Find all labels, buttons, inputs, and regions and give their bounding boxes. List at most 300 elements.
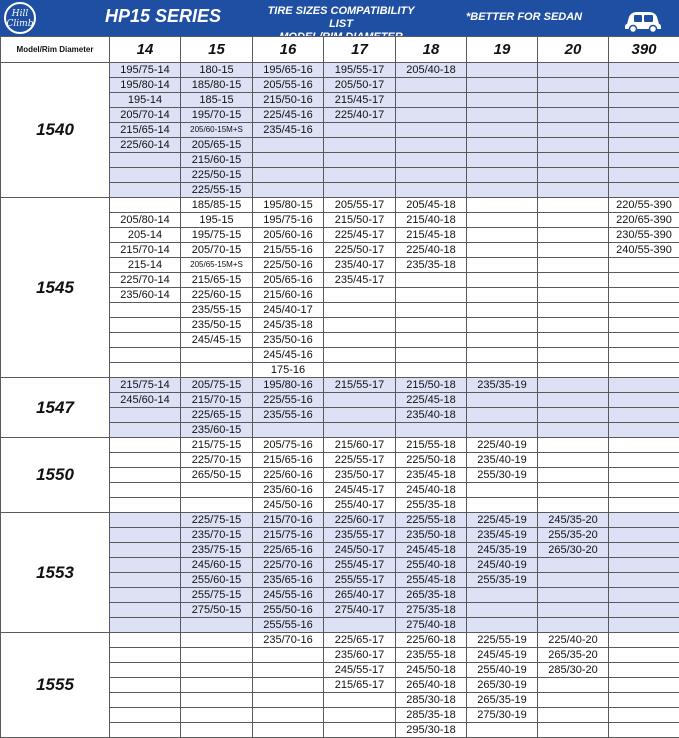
tire-size-cell: 255/35-20 (538, 528, 609, 543)
tire-size-cell: 255/35-18 (396, 498, 467, 513)
tire-size-cell (538, 198, 609, 213)
tire-size-cell: 215/50-17 (324, 213, 396, 228)
series-title: HP15 SERIES (105, 6, 221, 27)
tire-size-cell: 235/55-15 (181, 303, 253, 318)
tire-size-cell (467, 228, 538, 243)
tire-size-cell (396, 288, 467, 303)
tire-size-cell: 220/65-390 (609, 213, 679, 228)
tire-size-cell (538, 498, 609, 513)
sedan-note: *BETTER FOR SEDAN (466, 11, 582, 23)
tire-size-cell: 225/55-19 (467, 633, 538, 648)
tire-size-cell (396, 303, 467, 318)
tire-size-cell (538, 693, 609, 708)
tire-size-cell: 205/65-15M+S (181, 258, 253, 273)
diameter-header: 390 (609, 37, 679, 63)
tire-size-cell: 225/70-14 (110, 273, 181, 288)
tire-size-cell (181, 363, 253, 378)
tire-size-cell: 285/35-18 (396, 708, 467, 723)
tire-size-cell (467, 168, 538, 183)
tire-size-cell: 255/40-18 (396, 558, 467, 573)
tire-size-cell: 245/60-14 (110, 393, 181, 408)
tire-size-cell: 215/60-15 (181, 153, 253, 168)
tire-size-cell (538, 558, 609, 573)
tire-size-cell: 225/50-17 (324, 243, 396, 258)
tire-size-cell (467, 348, 538, 363)
tire-size-cell (110, 153, 181, 168)
tire-size-cell: 235/60-16 (253, 483, 324, 498)
tire-size-cell: 245/50-18 (396, 663, 467, 678)
tire-size-cell (324, 363, 396, 378)
tire-size-cell (538, 678, 609, 693)
tire-size-cell: 215/75-16 (253, 528, 324, 543)
tire-size-cell (467, 303, 538, 318)
diameter-header: 17 (324, 37, 396, 63)
tire-size-cell: 225/55-15 (181, 183, 253, 198)
tire-size-cell (609, 588, 679, 603)
tire-size-cell (609, 138, 679, 153)
tire-size-cell: 235/70-16 (253, 633, 324, 648)
tire-size-cell (110, 543, 181, 558)
list-title-line-1: TIRE SIZES COMPATIBILITY LIST (258, 5, 424, 31)
tire-size-cell (609, 678, 679, 693)
tire-size-cell: 225/50-18 (396, 453, 467, 468)
tire-size-cell (110, 513, 181, 528)
tire-size-cell (253, 648, 324, 663)
tire-size-cell: 225/50-16 (253, 258, 324, 273)
tire-size-cell: 205/50-17 (324, 78, 396, 93)
tire-size-cell (324, 153, 396, 168)
model-cell: 1547 (1, 378, 110, 438)
tire-size-cell: 235/50-18 (396, 528, 467, 543)
tire-size-cell (181, 723, 253, 738)
tire-size-cell: 245/45-17 (324, 483, 396, 498)
table-row (1, 378, 679, 393)
tire-size-cell: 245/35-19 (467, 543, 538, 558)
tire-size-cell (609, 303, 679, 318)
tire-size-cell (538, 333, 609, 348)
tire-size-cell (467, 423, 538, 438)
tire-size-cell (110, 633, 181, 648)
tire-size-cell (324, 303, 396, 318)
tire-size-cell: 195/75-16 (253, 213, 324, 228)
tire-size-cell (467, 588, 538, 603)
tire-size-cell: 265/35-20 (538, 648, 609, 663)
tire-size-cell: 275/35-18 (396, 603, 467, 618)
tire-size-cell: 225/60-18 (396, 633, 467, 648)
tire-size-cell: 195/55-17 (324, 63, 396, 78)
tire-size-cell (609, 123, 679, 138)
tire-size-cell: 245/60-15 (181, 558, 253, 573)
tire-size-cell: 225/45-18 (396, 393, 467, 408)
tire-size-cell (467, 723, 538, 738)
tire-size-cell: 185/85-15 (181, 198, 253, 213)
tire-size-cell (324, 123, 396, 138)
tire-size-cell (110, 498, 181, 513)
tire-size-cell: 235/35-18 (396, 258, 467, 273)
tire-size-cell (324, 168, 396, 183)
tire-size-cell (467, 78, 538, 93)
tire-size-cell (110, 483, 181, 498)
tire-size-cell (609, 363, 679, 378)
tire-size-cell (609, 258, 679, 273)
tire-size-cell: 255/55-16 (253, 618, 324, 633)
tire-size-cell (396, 273, 467, 288)
tire-size-cell (396, 183, 467, 198)
tire-size-cell: 275/30-19 (467, 708, 538, 723)
tire-size-cell: 220/55-390 (609, 198, 679, 213)
tire-size-cell: 215/70-15 (181, 393, 253, 408)
tire-size-cell (609, 153, 679, 168)
tire-size-cell (110, 198, 181, 213)
tire-size-cell: 265/30-19 (467, 678, 538, 693)
tire-size-cell (609, 633, 679, 648)
tire-size-cell: 225/45-16 (253, 108, 324, 123)
tire-size-cell (181, 708, 253, 723)
tire-size-cell (181, 618, 253, 633)
tire-size-cell: 195-15 (181, 213, 253, 228)
list-title-line-2: MODEL/RIM DIAMETER (258, 31, 424, 44)
tire-size-cell: 235/45-19 (467, 528, 538, 543)
tire-size-cell: 285/30-20 (538, 663, 609, 678)
tire-size-cell: 265/30-20 (538, 543, 609, 558)
table-row (1, 438, 679, 453)
sedan-column-header (607, 0, 679, 36)
tire-size-cell (538, 363, 609, 378)
tire-size-cell (467, 603, 538, 618)
tire-size-cell: 225/60-15 (181, 288, 253, 303)
tire-size-cell: 245/45-19 (467, 648, 538, 663)
tire-size-cell: 205/80-14 (110, 213, 181, 228)
tire-size-cell (110, 693, 181, 708)
tire-size-cell: 255/45-17 (324, 558, 396, 573)
tire-size-cell (253, 423, 324, 438)
tire-size-cell: 245/45-15 (181, 333, 253, 348)
tire-size-cell: 215/70-14 (110, 243, 181, 258)
tire-size-cell (538, 153, 609, 168)
tire-size-cell (609, 273, 679, 288)
tire-size-cell (467, 63, 538, 78)
tire-size-cell: 235/70-15 (181, 528, 253, 543)
tire-size-cell (609, 528, 679, 543)
tire-size-cell (324, 408, 396, 423)
diameter-header: 18 (396, 37, 467, 63)
tire-size-cell: 265/40-18 (396, 678, 467, 693)
tire-size-cell (396, 318, 467, 333)
tire-size-cell (110, 408, 181, 423)
tire-size-cell (609, 468, 679, 483)
tire-size-cell (609, 378, 679, 393)
tire-size-cell (253, 663, 324, 678)
tire-size-cell (396, 168, 467, 183)
tire-size-cell (538, 723, 609, 738)
tire-size-cell (538, 183, 609, 198)
tire-size-cell (609, 693, 679, 708)
tire-size-cell: 255/30-19 (467, 468, 538, 483)
tire-size-cell (110, 348, 181, 363)
tire-size-cell (110, 423, 181, 438)
tire-size-cell (110, 648, 181, 663)
tire-size-cell (467, 273, 538, 288)
tire-size-cell (538, 483, 609, 498)
tire-size-cell (110, 573, 181, 588)
tire-size-cell (609, 438, 679, 453)
tire-size-cell (110, 318, 181, 333)
tire-size-cell: 255/60-15 (181, 573, 253, 588)
tire-size-cell (609, 78, 679, 93)
tire-size-cell (467, 108, 538, 123)
tire-size-cell: 195/80-14 (110, 78, 181, 93)
tire-size-cell: 195/80-16 (253, 378, 324, 393)
tire-size-cell: 235/45-17 (324, 273, 396, 288)
tire-size-cell (538, 603, 609, 618)
tire-size-cell (324, 138, 396, 153)
tire-size-cell (538, 423, 609, 438)
tire-size-cell (181, 648, 253, 663)
tire-size-cell (538, 318, 609, 333)
tire-size-cell (609, 333, 679, 348)
tire-size-cell (110, 363, 181, 378)
tire-size-cell (467, 618, 538, 633)
tire-size-cell (467, 318, 538, 333)
tire-size-cell (467, 138, 538, 153)
tire-size-cell: 245/45-16 (253, 348, 324, 363)
tire-size-cell: 235/50-17 (324, 468, 396, 483)
tire-size-cell: 245/40-17 (253, 303, 324, 318)
table-row (1, 63, 679, 78)
tire-size-cell (110, 588, 181, 603)
tire-size-cell (181, 633, 253, 648)
tire-size-cell: 245/45-18 (396, 543, 467, 558)
tire-size-cell: 255/50-16 (253, 603, 324, 618)
tire-size-cell (253, 708, 324, 723)
tire-size-cell: 185-15 (181, 93, 253, 108)
tire-size-cell (324, 708, 396, 723)
tire-size-cell: 225/60-14 (110, 138, 181, 153)
tire-size-cell: 225/65-17 (324, 633, 396, 648)
tire-size-cell (538, 348, 609, 363)
car-icon (607, 0, 679, 36)
tire-size-cell: 235/60-15 (181, 423, 253, 438)
tire-size-cell: 295/30-18 (396, 723, 467, 738)
tire-size-cell: 215/65-17 (324, 678, 396, 693)
tire-size-cell: 245/40-18 (396, 483, 467, 498)
tire-size-cell: 265/40-17 (324, 588, 396, 603)
tire-size-cell (538, 408, 609, 423)
tire-size-cell (396, 153, 467, 168)
tire-size-cell: 235/40-17 (324, 258, 396, 273)
tire-size-cell (538, 378, 609, 393)
tire-size-cell: 205/45-18 (396, 198, 467, 213)
tire-size-cell: 205/60-16 (253, 228, 324, 243)
tire-size-cell (538, 573, 609, 588)
tire-size-cell (324, 393, 396, 408)
tire-size-cell: 225/40-18 (396, 243, 467, 258)
tire-size-cell: 205-14 (110, 228, 181, 243)
tire-size-cell (110, 678, 181, 693)
tire-size-cell: 245/55-16 (253, 588, 324, 603)
tire-size-cell (609, 543, 679, 558)
header-row (1, 37, 679, 63)
tire-size-cell (110, 333, 181, 348)
tire-size-cell: 235/65-16 (253, 573, 324, 588)
tire-size-cell (538, 93, 609, 108)
tire-size-cell: 215/65-15 (181, 273, 253, 288)
diameter-header: 20 (538, 37, 609, 63)
tire-size-cell (538, 168, 609, 183)
tire-size-cell (467, 483, 538, 498)
tire-size-cell (538, 228, 609, 243)
tire-size-cell (609, 108, 679, 123)
tire-size-cell: 215/45-18 (396, 228, 467, 243)
model-cell: 1540 (1, 63, 110, 198)
tire-size-cell (396, 363, 467, 378)
tire-size-cell (467, 123, 538, 138)
tire-size-cell (181, 348, 253, 363)
tire-size-cell (396, 348, 467, 363)
tire-size-cell (609, 288, 679, 303)
tire-size-cell: 215/50-16 (253, 93, 324, 108)
tire-size-cell (110, 603, 181, 618)
corner-label: Model/Rim Diameter (1, 37, 110, 63)
tire-size-cell: 255/55-17 (324, 573, 396, 588)
tire-size-cell (110, 663, 181, 678)
tire-size-cell (609, 63, 679, 78)
tire-size-cell (324, 723, 396, 738)
tire-size-cell (467, 333, 538, 348)
tire-size-cell (467, 93, 538, 108)
diameter-header: 16 (253, 37, 324, 63)
tire-size-cell: 215/40-18 (396, 213, 467, 228)
tire-size-cell: 245/55-17 (324, 663, 396, 678)
tire-size-cell (538, 213, 609, 228)
tire-size-cell (609, 513, 679, 528)
tire-size-cell: 205/60-15M+S (181, 123, 253, 138)
tire-size-cell (538, 393, 609, 408)
tire-size-cell: 255/75-15 (181, 588, 253, 603)
tire-size-cell: 215/45-17 (324, 93, 396, 108)
tire-size-cell (609, 723, 679, 738)
tire-size-cell: 205/70-15 (181, 243, 253, 258)
compatibility-table (0, 36, 679, 738)
model-cell: 1555 (1, 633, 110, 738)
diameter-header: 19 (467, 37, 538, 63)
tire-size-cell (324, 423, 396, 438)
tire-size-cell (538, 468, 609, 483)
tire-size-cell: 195-14 (110, 93, 181, 108)
tire-size-cell (538, 243, 609, 258)
tire-size-cell: 255/40-17 (324, 498, 396, 513)
tire-size-cell: 225/40-17 (324, 108, 396, 123)
tire-size-cell: 235/50-15 (181, 318, 253, 333)
tire-size-cell (324, 693, 396, 708)
tire-size-cell: 235/45-18 (396, 468, 467, 483)
tire-size-cell: 195/70-15 (181, 108, 253, 123)
tire-size-cell: 225/65-15 (181, 408, 253, 423)
tire-size-cell (467, 258, 538, 273)
tire-size-cell: 235/50-16 (253, 333, 324, 348)
tire-size-cell (609, 168, 679, 183)
tire-size-cell (467, 288, 538, 303)
tire-size-cell (110, 468, 181, 483)
tire-size-cell (609, 483, 679, 498)
diameter-header: 15 (181, 37, 253, 63)
tire-size-cell: 275/40-17 (324, 603, 396, 618)
tire-size-cell (467, 153, 538, 168)
tire-size-cell (467, 213, 538, 228)
tire-size-cell: 225/55-18 (396, 513, 467, 528)
tire-size-cell: 205/75-15 (181, 378, 253, 393)
tire-size-cell (538, 288, 609, 303)
tire-size-cell (609, 498, 679, 513)
tire-size-cell: 235/40-18 (396, 408, 467, 423)
tire-size-cell: 275/40-18 (396, 618, 467, 633)
tire-size-cell: 215/70-16 (253, 513, 324, 528)
tire-size-cell: 205/70-14 (110, 108, 181, 123)
header-bar (0, 0, 679, 36)
tire-size-cell: 225/40-20 (538, 633, 609, 648)
tire-size-cell: 225/75-15 (181, 513, 253, 528)
tire-size-cell: 235/35-19 (467, 378, 538, 393)
tire-size-cell: 205/75-16 (253, 438, 324, 453)
tire-size-cell: 255/35-19 (467, 573, 538, 588)
tire-size-cell (609, 318, 679, 333)
tire-size-cell: 215/60-16 (253, 288, 324, 303)
tire-size-cell (396, 138, 467, 153)
tire-size-cell (609, 708, 679, 723)
tire-size-cell (538, 453, 609, 468)
tire-size-cell (110, 708, 181, 723)
tire-size-cell (396, 78, 467, 93)
tire-size-cell: 265/35-19 (467, 693, 538, 708)
tire-size-cell: 225/45-19 (467, 513, 538, 528)
tire-size-cell (253, 168, 324, 183)
tire-size-cell: 215/55-18 (396, 438, 467, 453)
tire-size-cell: 185/80-15 (181, 78, 253, 93)
tire-size-cell: 215/55-16 (253, 243, 324, 258)
tire-size-cell: 240/55-390 (609, 243, 679, 258)
tire-size-cell (324, 183, 396, 198)
tire-size-cell: 215/65-16 (253, 453, 324, 468)
tire-size-cell: 205/55-16 (253, 78, 324, 93)
tire-size-cell (609, 618, 679, 633)
tire-size-cell (609, 558, 679, 573)
tire-size-cell (538, 63, 609, 78)
tire-size-cell (324, 348, 396, 363)
tire-size-cell (110, 168, 181, 183)
tire-size-cell (253, 138, 324, 153)
tire-size-cell: 180-15 (181, 63, 253, 78)
tire-size-cell (609, 408, 679, 423)
model-cell: 1550 (1, 438, 110, 513)
tire-size-cell (253, 678, 324, 693)
tire-size-cell: 225/70-15 (181, 453, 253, 468)
model-cell: 1553 (1, 513, 110, 633)
tire-size-cell: 235/60-17 (324, 648, 396, 663)
tire-size-cell (538, 303, 609, 318)
tire-size-cell: 225/45-17 (324, 228, 396, 243)
tire-size-cell (253, 153, 324, 168)
tire-size-cell: 235/75-15 (181, 543, 253, 558)
tire-size-cell: 235/55-16 (253, 408, 324, 423)
tire-size-cell (253, 723, 324, 738)
tire-size-cell (396, 423, 467, 438)
tire-size-cell: 205/65-15 (181, 138, 253, 153)
tire-size-cell (538, 708, 609, 723)
tire-size-cell: 225/55-16 (253, 393, 324, 408)
tire-size-cell (110, 453, 181, 468)
tire-size-cell (467, 498, 538, 513)
tire-size-cell (181, 498, 253, 513)
